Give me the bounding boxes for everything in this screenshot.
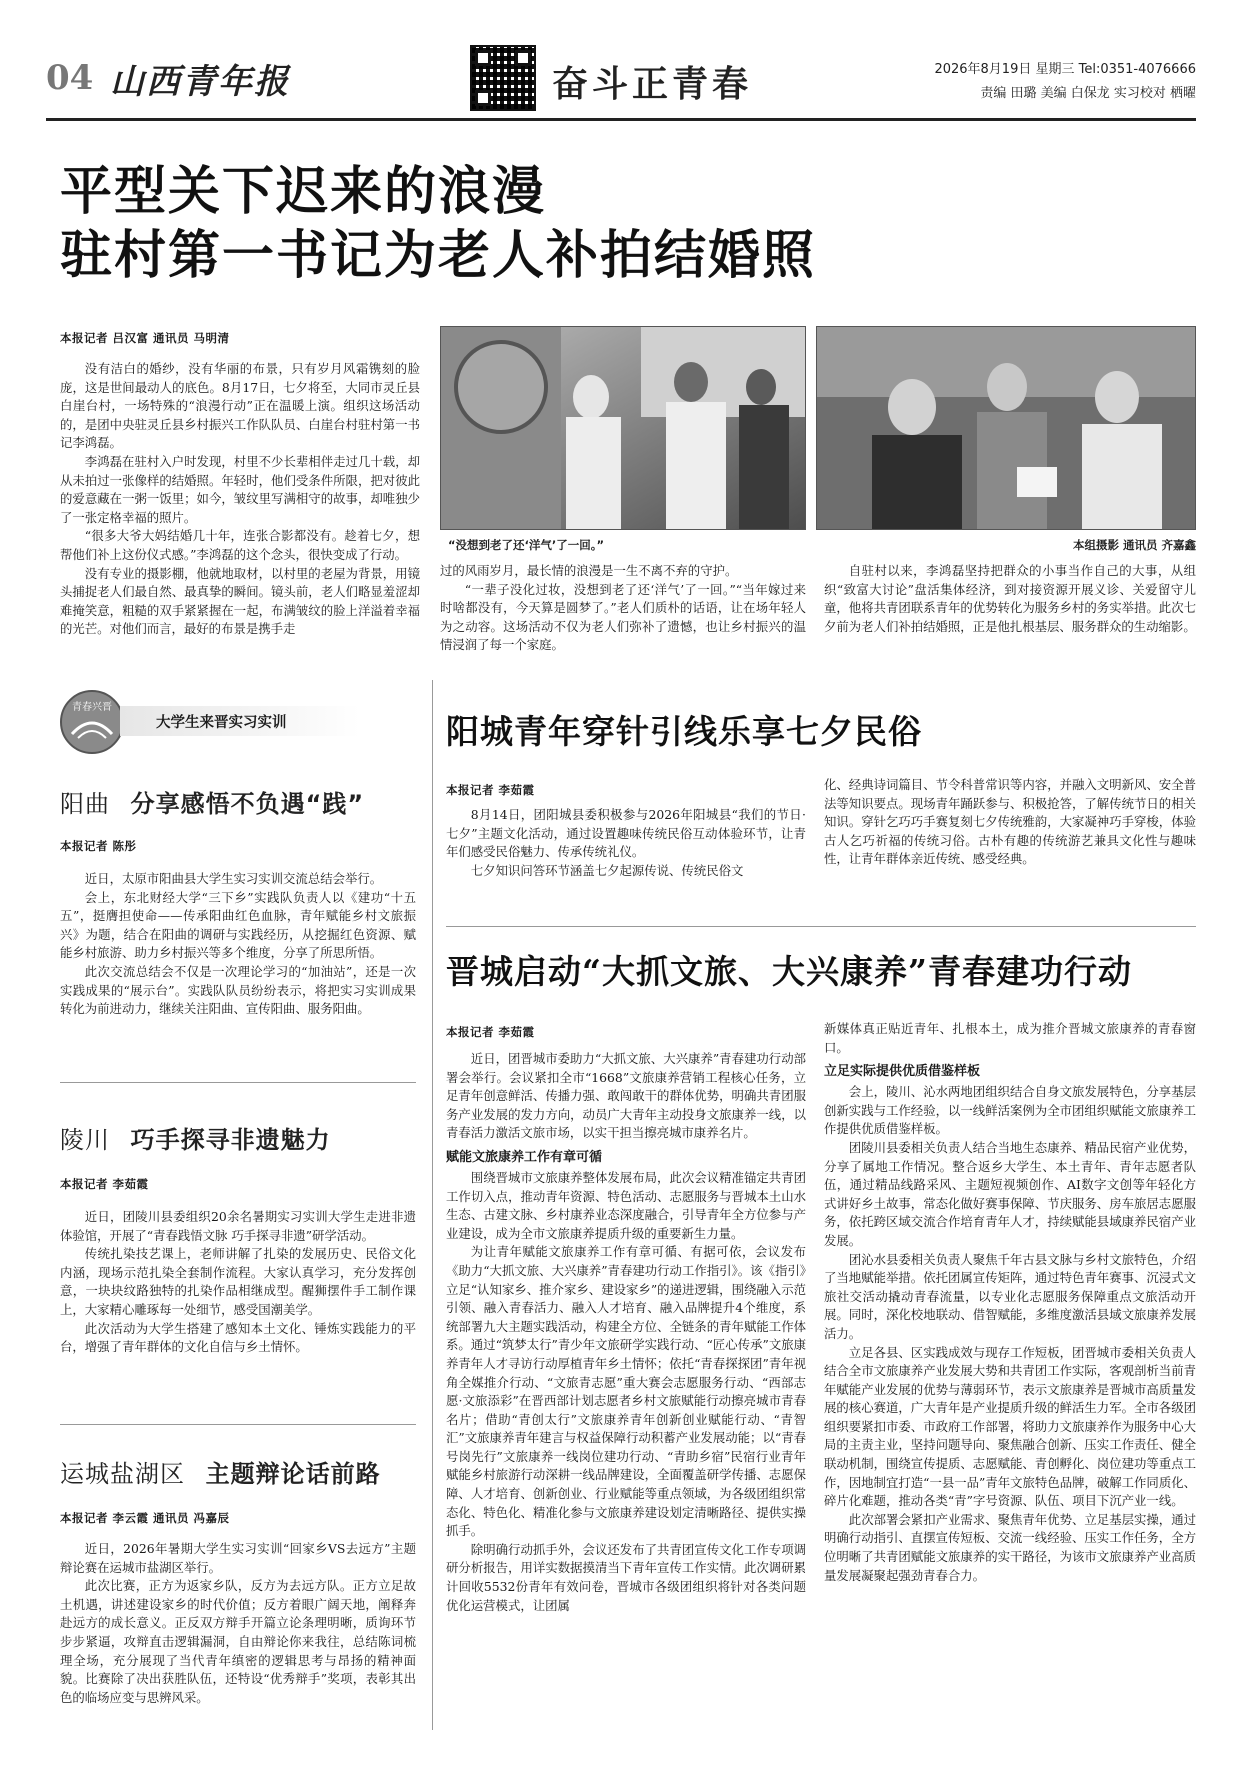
article2-headline: 阳城青年穿针引线乐享七夕民俗 bbox=[446, 712, 922, 751]
paragraph: 近日，2026年暑期大学生实习实训“回家乡VS去远方”主题辩论赛在运城市盐湖区举行。 bbox=[60, 1541, 416, 1575]
main-byline: 本报记者 吕汉富 通讯员 马明清 bbox=[60, 331, 230, 345]
column-divider bbox=[432, 680, 433, 1730]
paragraph: 没有专业的摄影棚，他就地取材，以村里的老屋为背景，用镜头捕捉老人们最自然、最真挚的瞬间。镜头前，老人们略显羞涩却难掩笑意，粗糙的双手紧紧握在一起，布满皱纹的脸上洋溢着幸福的光芒。对他们而言，最好的布景是携手走 bbox=[60, 565, 420, 637]
paragraph: 8月14日，团阳城县委积极参与2026年阳城县“我们的节日·七夕”主题文化活动，通过设置趣味传统民俗互动体验环节，让青年们感受民俗魅力、传承传统礼仪。 bbox=[446, 807, 806, 860]
sidebar-item-body bbox=[60, 870, 416, 1070]
subheading: 赋能文旅康养工作有章可循 bbox=[446, 1149, 603, 1165]
article-divider bbox=[446, 926, 1196, 927]
paragraph: “一辈子没化过妆，没想到老了还‘洋气’了一回。”“当年嫁过来时啥都没有，今天算是圆梦了。”老人们质朴的话语，让在场年轻人为之动容。这场活动不仅为老人们弥补了遗憾，也让乡村振兴的温情浸润了每一个家庭。 bbox=[440, 581, 806, 653]
article2-col2 bbox=[824, 776, 1196, 916]
paragraph: 为让青年赋能文旅康养工作有章可循、有据可依，会议发布《助力“大抓文旅、大兴康养”青春建功行动工作指引》。该《指引》立足“认知家乡、推介家乡、建设家乡”的递进逻辑，围绕融入示范引领、融入青春活力、融入人才培育、融入品牌提升4个维度，系统部署九大主题实践活动，构建全方位、全链条的青年赋能工作体系。通过“筑梦太行”青少年文旅研学实践行动、“匠心传承”文旅康养青年人才寻访行动厚植青年乡土情怀；依托“青春探探团”青年视角全媒推介行动、“文旅青志愿”重大赛会志愿服务行动、“西部志愿·文旅添彩”在晋西部计划志愿者乡村文旅赋能行动擦亮城市青春名片；借助“青创太行”文旅康养青年创新创业赋能行动、“青智汇”文旅康养青年建言与权益保障行动积蓄产业发展动能；以“青春号岗先行”文旅康养一线岗位建功行动、“青助乡宿”民宿行业青年赋能乡村旅游行动深耕一线品牌建设，全面覆盖研学传播、志愿保障、人才培育、创新创业、行业赋能等重点领域，为各级团组织常态化、特色化、精准化参与文旅康养建设划定清晰路径、提供实操抓手。 bbox=[446, 1244, 806, 1539]
main-headline-line1: 平型关下迟来的浪漫 bbox=[60, 161, 547, 222]
main-headline-line2: 驻村第一书记为老人补拍结婚照 bbox=[60, 225, 817, 286]
subheading: 立足实际提供优质借鉴样板 bbox=[824, 1064, 981, 1080]
article3-headline: 晋城启动“大抓文旅、大兴康养”青春建功行动 bbox=[446, 952, 1132, 991]
sidebar-byline: 本报记者 李云霞 通讯员 冯嘉辰 bbox=[60, 1511, 230, 1525]
qr-code-icon bbox=[470, 45, 536, 111]
sidebar-logo-icon bbox=[60, 690, 124, 754]
paragraph: 此次活动为大学生搭建了感知本土文化、锤炼实践能力的平台，增强了青年群体的文化自信与乡土情怀。 bbox=[60, 1320, 416, 1355]
paragraph: 自驻村以来，李鸿磊坚持把群众的小事当作自己的大事，从组织“致富大讨论”盘活集体经济，到对接资源开展义诊、关爱留守儿童，他将共青团联系青年的优势转化为服务乡村的务实举措。此次七夕前为老人们补拍结婚照，正是他扎根基层、服务群众的生动缩影。 bbox=[824, 563, 1196, 634]
paragraph: 团陵川县委相关负责人结合当地生态康养、精品民宿产业优势，分享了属地工作情况。整合返乡大学生、本土青年、青年志愿者队伍，通过精品线路采风、主题短视频创作、AI数字文创等年轻化方式讲好乡土故事，常态化做好赛事保障、节庆服务、房车旅居志愿服务，依托跨区域交流合作培育青年人才，持续赋能县域康养民宿产业发展。 bbox=[824, 1139, 1196, 1248]
paragraph: 此次比赛，正方为返家乡队，反方为去远方队。正方立足故土机遇，讲述建设家乡的时代价值；反方着眼广阔天地，阐释奔赴远方的成长意义。正反双方辩手开篇立论条理明晰，质询环节步步紧逼，攻辩直击逻辑漏洞，自由辩论你来我往，总结陈词梳理全场，充分展现了当代青年缜密的逻辑思考与昂扬的精神面貌。比赛除了决出获胜队伍，还特设“优秀辩手”奖项，表彰其出色的临场应变与思辨风采。 bbox=[60, 1578, 416, 1705]
sidebar-item-headline: 主题辩论话前路 bbox=[205, 1460, 381, 1488]
sidebar-item-title bbox=[60, 1454, 381, 1489]
sidebar-logo-text: 青春兴晋 bbox=[72, 702, 112, 713]
paragraph: 此次部署会紧扣产业需求、聚焦青年优势、立足基层实操，通过明确行动指引、直摆宣传短板、交流一线经验、压实工作任务，全方位明晰了共青团赋能文旅康养的实干路径，为该市文旅康养产业高质量发展凝聚起强劲青春合力。 bbox=[824, 1511, 1196, 1583]
sidebar-item-place: 运城盐湖区 bbox=[60, 1460, 185, 1488]
paragraph: 会上，陵川、沁水两地团组织结合自身文旅发展特色，分享基层创新实践与工作经验，以一线鲜活案例为全市团组织赋能文旅康养工作提供优质借鉴样板。 bbox=[824, 1084, 1196, 1137]
date-tel: 2026年8月19日 星期三 Tel:0351-4076666 bbox=[934, 62, 1196, 77]
paragraph: “很多大爷大妈结婚几十年，连张合影都没有。趁着七夕，想帮他们补上这份仪式感。”李鸿磊的这个念头，很快变成了行动。 bbox=[60, 528, 420, 562]
sidebar-divider bbox=[60, 1424, 416, 1425]
header-rule bbox=[46, 118, 1196, 121]
sidebar-banner: 大学生来晋实习实训 bbox=[156, 715, 287, 731]
sidebar-item-title bbox=[60, 1120, 331, 1155]
paragraph: 七夕知识问答环节涵盖七夕起源传说、传统民俗文 bbox=[470, 862, 744, 878]
paragraph: 没有洁白的婚纱，没有华丽的布景，只有岁月风霜镌刻的脸庞，这是世间最动人的底色。8月17日，七夕将至，大同市灵丘县白崖台村，一场特殊的“浪漫行动”正在温暖上演。组织这场活动的，是团中央驻灵丘县乡村振兴工作队队员、白崖台村驻村第一书记李鸿磊。 bbox=[60, 361, 420, 451]
paragraph: 团沁水县委相关负责人聚焦千年古县文脉与乡村文旅特色，介绍了当地赋能举措。依托团属宣传矩阵，通过特色青年赛事、沉浸式文旅社交活动撬动青春流量，以专业化志愿服务保障重点文旅活动开展。同时，深化校地联动、借智赋能，多维度激活县域文旅康养发展活力。 bbox=[824, 1251, 1196, 1341]
paragraph: 李鸿磊在驻村入户时发现，村里不少长辈相伴走过几十载，却从未拍过一张像样的结婚照。年轻时，他们受条件所限，把对彼此的爱意藏在一粥一饭里；如今，皱纹里写满相守的故事，却唯独少了一张定格幸福的照片。 bbox=[60, 453, 420, 525]
sidebar-item-headline: 分享感悟不负遇“践” bbox=[130, 790, 365, 818]
sidebar-byline: 本报记者 陈彤 bbox=[60, 839, 137, 853]
sidebar-byline: 本报记者 李茹霞 bbox=[60, 1177, 149, 1191]
paragraph: 化、经典诗词篇目、节令科普常识等内容，并融入文明新风、安全普法等知识要点。现场青年踊跃参与、积极抢答，了解传统节日的相关知识。穿针乞巧巧手赛复刻七夕传统雅韵，大家凝神巧手穿梭，体验古人乞巧祈福的传统习俗。古朴有趣的传统游艺兼具文化性与趣味性，让青年群体亲近传统、感受经典。 bbox=[824, 777, 1196, 867]
sidebar-item-body bbox=[60, 1540, 416, 1740]
sidebar-divider bbox=[60, 1082, 416, 1083]
sidebar-item-body bbox=[60, 1208, 416, 1414]
article3-byline: 本报记者 李茹霞 bbox=[446, 1025, 535, 1039]
sidebar-item-place: 阳曲 bbox=[60, 790, 110, 818]
paragraph: 此次交流总结会不仅是一次理论学习的“加油站”，还是一次实践成果的“展示台”。实践队队员纷纷表示，将把实习实训成果转化为前进动力，继续关注阳曲、宣传阳曲、服务阳曲。 bbox=[60, 963, 416, 1017]
paragraph: 近日，团晋城市委助力“大抓文旅、大兴康养”青春建功行动部署会举行。会议紧扣全市“1668”文旅康养营销工程核心任务，立足青年创意鲜活、传播力强、敢闯敢干的群体优势，明确共青团服务产业发展的发力方向，动员广大青年主动投身文旅康养一线，以青春活力激活文旅市场，以实干担当擦亮城市康养名片。 bbox=[446, 1051, 806, 1141]
article3-col1 bbox=[446, 1050, 806, 1742]
paragraph: 会上，东北财经大学“三下乡”实践队负责人以《建功“十五五”，挺膺担使命——传承阳曲红色血脉，青年赋能乡村文旅振兴》为题，结合在阳曲的调研与实践经历，从挖掘红色资源、赋能乡村旅游、助力乡村振兴等多个维度，分享了所思所悟。 bbox=[60, 889, 416, 961]
article2-byline: 本报记者 李茹霞 bbox=[446, 783, 535, 797]
section-title: 奋斗正青春 bbox=[552, 63, 753, 105]
photo-wedding-right bbox=[816, 326, 1196, 530]
page-number: 04 bbox=[46, 58, 94, 98]
article3-col2 bbox=[824, 1020, 1196, 1742]
photo-wedding-left bbox=[440, 326, 806, 530]
caption-right: 本组摄影 通讯员 齐嘉鑫 bbox=[1072, 538, 1196, 552]
paragraph: 立足各县、区实践成效与现存工作短板，团晋城市委相关负责人结合全市文旅康养产业发展大势和共青团工作实际，客观剖析当前青年赋能产业发展的优势与薄弱环节，表示文旅康养是晋城市高质量发展的核心赛道，广大青年是产业提质升级的鲜活生力军。全市各级团组织要紧扣市委、市政府工作部署，将助力文旅康养作为服务中心大局的主责主业，坚持问题导向、聚焦融合创新、压实工作责任、健全联动机制，围绕宣传提质、志愿赋能、青创孵化、岗位建功等重点工作，因地制宜打造“一县一品”青年文旅特色品牌，破解工作同质化、碎片化难题，推动各类“青”字号资源、队伍、项目下沉产业一线。 bbox=[824, 1344, 1196, 1509]
paragraph: 过的风雨岁月，最长情的浪漫是一生不离不弃的守护。 bbox=[440, 563, 738, 578]
editors-credit: 责编 田璐 美编 白保龙 实习校对 栖曜 bbox=[980, 86, 1196, 101]
paragraph: 近日，团陵川县委组织20余名暑期实习实训大学生走进非遗体验馆，开展了“青春践悟文脉 巧手探寻非遗”研学活动。 bbox=[60, 1209, 416, 1243]
paragraph: 近日，太原市阳曲县大学生实习实训交流总结会举行。 bbox=[84, 871, 383, 886]
main-col2 bbox=[440, 562, 806, 658]
sidebar-item-headline: 巧手探寻非遗魅力 bbox=[130, 1126, 331, 1154]
paragraph: 新媒体真正贴近青年、扎根本土，成为推介晋城文旅康养的青春窗口。 bbox=[824, 1021, 1196, 1055]
sidebar-item-place: 陵川 bbox=[60, 1126, 110, 1154]
paragraph: 围绕晋城市文旅康养整体发展布局，此次会议精准锚定共青团工作切入点，推动青年资源、特色活动、志愿服务与晋城本土山水生态、古建文脉、乡村康养业态深度融合，引导青年全方位参与产业建设，成为全市文旅康养提质升级的重要新生力量。 bbox=[446, 1169, 806, 1241]
paragraph: 除明确行动抓手外，会议还发布了共青团宣传文化工作专项调研分析报告，用详实数据摸清当下青年宣传工作实情。此次调研累计回收5532份青年有效问卷，晋城市各级团组织将针对各类问题优化运营模式，让团属 bbox=[446, 1541, 806, 1613]
paper-name-logo: 山西青年报 bbox=[110, 62, 290, 102]
sidebar-item-title bbox=[60, 784, 364, 819]
caption-left: “没想到老了还‘洋气’了一回。” bbox=[448, 538, 605, 552]
paragraph: 传统扎染技艺课上，老师讲解了扎染的发展历史、民俗文化内涵，现场示范扎染全套制作流程。大家认真学习，充分发挥创意，一块块纹路独特的扎染作品相继成型。醒狮摆件手工制作课上，大家精心雕琢每一处细节，感受国潮美学。 bbox=[60, 1246, 416, 1317]
article2-col1 bbox=[446, 806, 806, 916]
main-col1 bbox=[60, 360, 420, 660]
main-col3 bbox=[824, 562, 1196, 658]
